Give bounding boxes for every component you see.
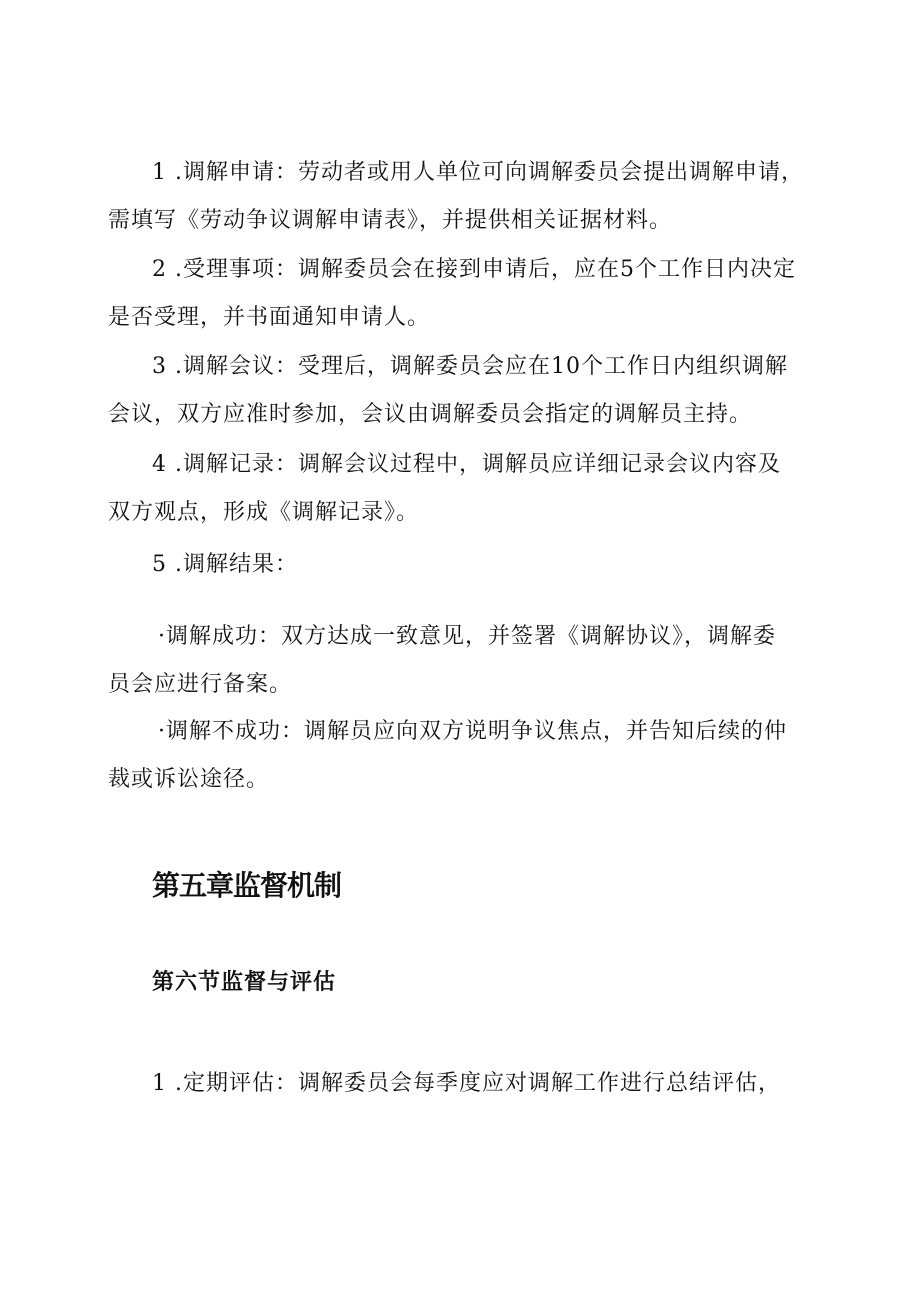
paragraph-line: 3 .调解会议：受理后，调解委员会应在10个工作日内组织调解 [152,354,788,379]
paragraph-line: 会议，双方应准时参加，会议由调解委员会指定的调解员主持。 [108,402,753,427]
paragraph-line: 是否受理，并书面通知申请人。 [108,305,431,330]
paragraph-line: 2 .受理事项：调解委员会在接到申请后，应在5个工作日内决定 [152,257,796,282]
item-mediation-record [108,441,808,537]
paragraph-line: 双方观点，形成《调解记录》。 [108,500,420,525]
item-mediation-application [108,149,808,245]
paragraph-line: 需填写《劳动争议调解申请表》，并提供相关证据材料。 [108,208,673,233]
section-title: 第六节监督与评估 [152,969,337,995]
item-periodic-evaluation [108,1060,808,1108]
paragraph-line: 1 .定期评估：调解委员会每季度应对调解工作进行总结评估， [152,1071,781,1096]
chapter-title: 第五章监督机制 [152,869,342,902]
item-acceptance [108,246,808,342]
item-mediation-meeting [108,343,808,439]
paragraph-line: ·调解成功：双方达成一致意见，并签署《调解协议》，调解委 [158,624,776,649]
paragraph-line: 5 .调解结果： [152,552,298,577]
paragraph-line: 员会应进行备案。 [108,672,293,697]
bullet-success [108,613,808,709]
bullet-failure [108,708,808,804]
paragraph-line: ·调解不成功：调解员应向双方说明争议焦点，并告知后续的仲 [158,719,787,744]
item-mediation-result [108,541,808,589]
paragraph-line: 裁或诉讼途径。 [108,767,270,792]
paragraph-line: 4 .调解记录：调解会议过程中，调解员应详细记录会议内容及 [152,452,781,477]
paragraph-line: 1 .调解申请：劳动者或用人单位可向调解委员会提出调解申请， [152,160,804,185]
